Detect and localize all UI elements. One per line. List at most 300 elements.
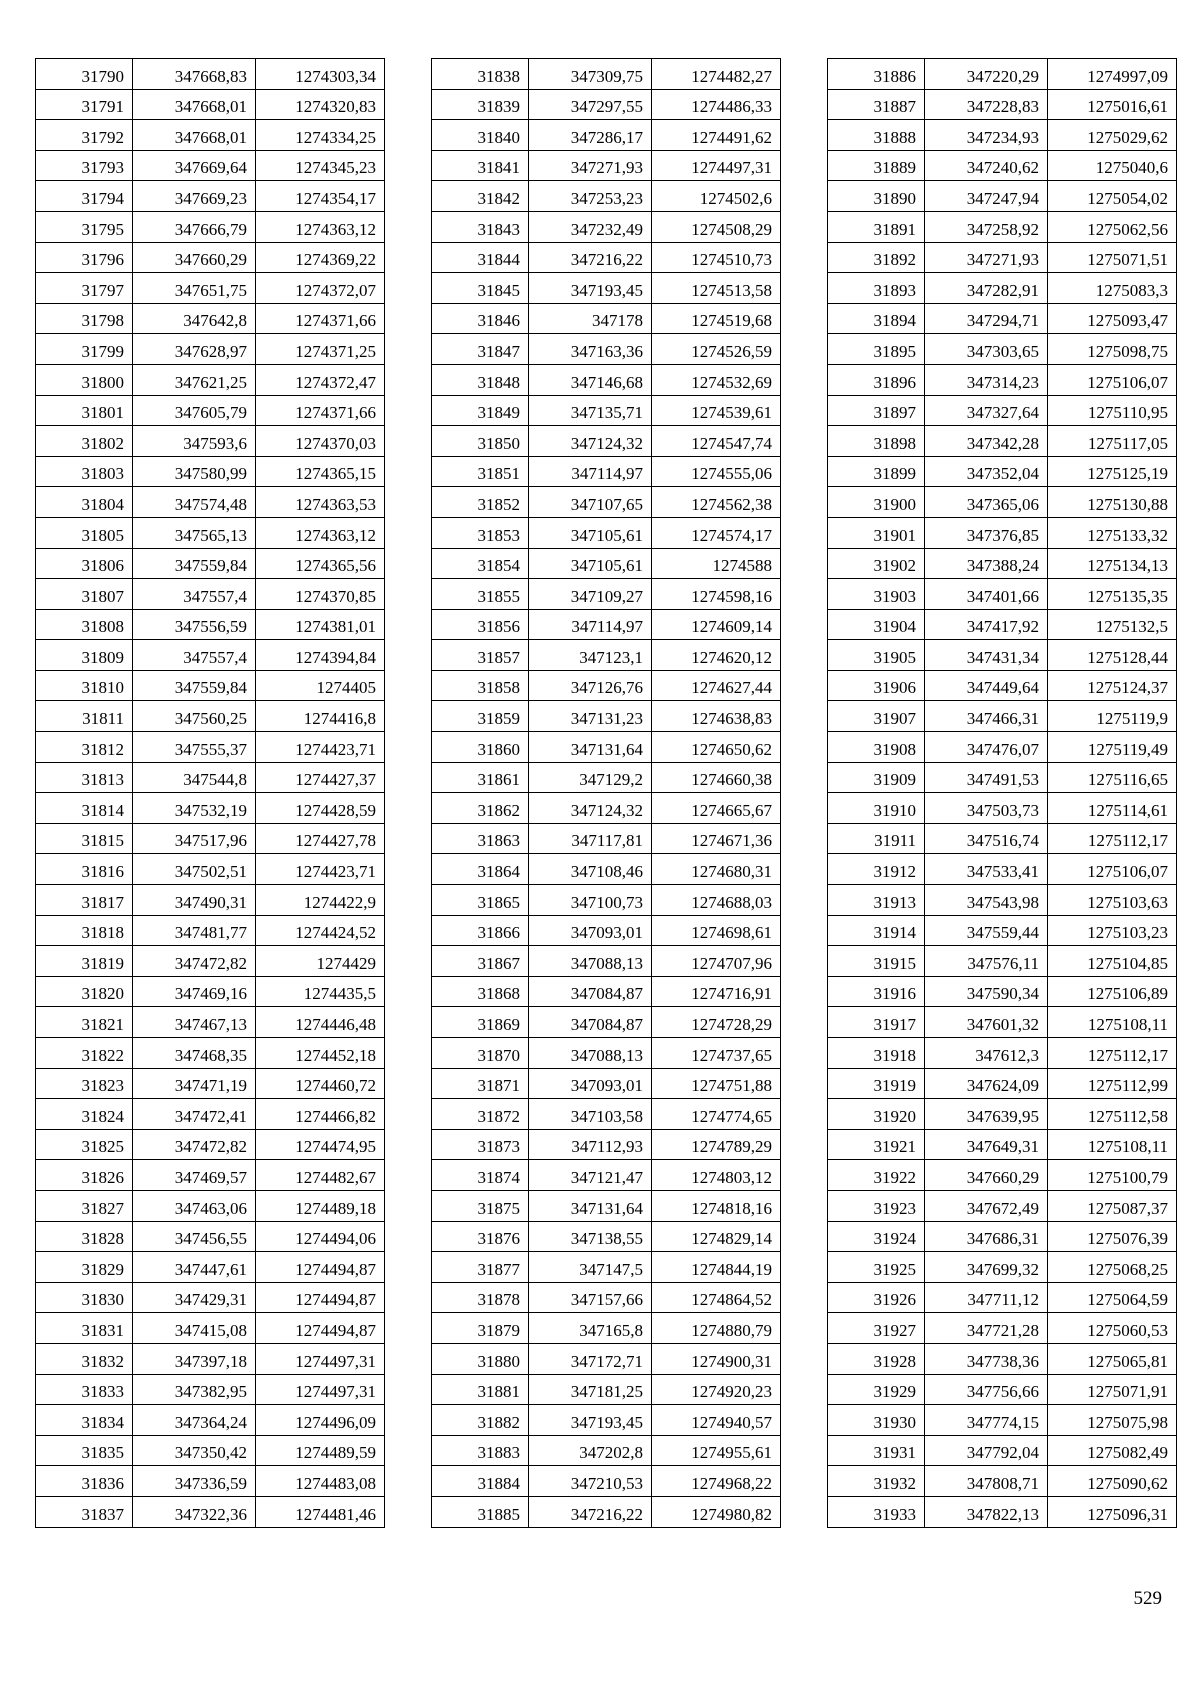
point-number-cell: 31839 bbox=[432, 89, 529, 120]
y-coordinate-cell: 1275098,75 bbox=[1048, 334, 1177, 365]
y-coordinate-cell: 1275112,17 bbox=[1048, 1038, 1177, 1069]
x-coordinate-cell: 347234,93 bbox=[925, 120, 1048, 151]
x-coordinate-cell: 347397,18 bbox=[133, 1343, 256, 1374]
table-row bbox=[432, 242, 781, 273]
table-row bbox=[36, 1160, 385, 1191]
x-coordinate-cell: 347756,66 bbox=[925, 1374, 1048, 1405]
coordinate-table-2 bbox=[431, 58, 781, 1528]
point-number-cell: 31808 bbox=[36, 609, 133, 640]
x-coordinate-cell: 347491,53 bbox=[925, 762, 1048, 793]
point-number-cell: 31891 bbox=[828, 211, 925, 242]
table-row bbox=[828, 1221, 1177, 1252]
point-number-cell: 31928 bbox=[828, 1343, 925, 1374]
x-coordinate-cell: 347131,64 bbox=[529, 732, 652, 763]
y-coordinate-cell: 1274363,12 bbox=[256, 211, 385, 242]
y-coordinate-cell: 1274968,22 bbox=[652, 1466, 781, 1497]
x-coordinate-cell: 347388,24 bbox=[925, 548, 1048, 579]
point-number-cell: 31925 bbox=[828, 1252, 925, 1283]
y-coordinate-cell: 1274416,8 bbox=[256, 701, 385, 732]
x-coordinate-cell: 347711,12 bbox=[925, 1282, 1048, 1313]
x-coordinate-cell: 347481,77 bbox=[133, 915, 256, 946]
y-coordinate-cell: 1275112,58 bbox=[1048, 1099, 1177, 1130]
table-row bbox=[36, 120, 385, 151]
point-number-cell: 31904 bbox=[828, 609, 925, 640]
point-number-cell: 31895 bbox=[828, 334, 925, 365]
y-coordinate-cell: 1274900,31 bbox=[652, 1343, 781, 1374]
table-row bbox=[828, 456, 1177, 487]
y-coordinate-cell: 1274483,08 bbox=[256, 1466, 385, 1497]
table-row bbox=[36, 1466, 385, 1497]
y-coordinate-cell: 1275108,11 bbox=[1048, 1007, 1177, 1038]
point-number-cell: 31818 bbox=[36, 915, 133, 946]
point-number-cell: 31855 bbox=[432, 579, 529, 610]
table-row bbox=[36, 885, 385, 916]
table-row bbox=[828, 946, 1177, 977]
table-row bbox=[432, 426, 781, 457]
table-row bbox=[828, 303, 1177, 334]
point-number-cell: 31907 bbox=[828, 701, 925, 732]
table-row bbox=[432, 1282, 781, 1313]
table-row bbox=[828, 1405, 1177, 1436]
point-number-cell: 31921 bbox=[828, 1129, 925, 1160]
x-coordinate-cell: 347467,13 bbox=[133, 1007, 256, 1038]
y-coordinate-cell: 1274494,06 bbox=[256, 1221, 385, 1252]
point-number-cell: 31870 bbox=[432, 1038, 529, 1069]
x-coordinate-cell: 347147,5 bbox=[529, 1252, 652, 1283]
table-row bbox=[828, 211, 1177, 242]
table-row bbox=[828, 426, 1177, 457]
y-coordinate-cell: 1274627,44 bbox=[652, 670, 781, 701]
point-number-cell: 31849 bbox=[432, 395, 529, 426]
x-coordinate-cell: 347574,48 bbox=[133, 487, 256, 518]
table-row bbox=[828, 976, 1177, 1007]
table-row bbox=[432, 793, 781, 824]
y-coordinate-cell: 1274502,6 bbox=[652, 181, 781, 212]
point-number-cell: 31875 bbox=[432, 1190, 529, 1221]
point-number-cell: 31886 bbox=[828, 59, 925, 90]
point-number-cell: 31827 bbox=[36, 1190, 133, 1221]
table-row bbox=[36, 59, 385, 90]
point-number-cell: 31894 bbox=[828, 303, 925, 334]
y-coordinate-cell: 1274423,71 bbox=[256, 732, 385, 763]
point-number-cell: 31833 bbox=[36, 1374, 133, 1405]
x-coordinate-cell: 347138,55 bbox=[529, 1221, 652, 1252]
x-coordinate-cell: 347364,24 bbox=[133, 1405, 256, 1436]
x-coordinate-cell: 347543,98 bbox=[925, 885, 1048, 916]
table-row bbox=[828, 1068, 1177, 1099]
y-coordinate-cell: 1275106,07 bbox=[1048, 854, 1177, 885]
x-coordinate-cell: 347628,97 bbox=[133, 334, 256, 365]
y-coordinate-cell: 1275114,61 bbox=[1048, 793, 1177, 824]
y-coordinate-cell: 1274737,65 bbox=[652, 1038, 781, 1069]
x-coordinate-cell: 347686,31 bbox=[925, 1221, 1048, 1252]
y-coordinate-cell: 1274774,65 bbox=[652, 1099, 781, 1130]
x-coordinate-cell: 347699,32 bbox=[925, 1252, 1048, 1283]
coordinate-table-3-body bbox=[828, 59, 1177, 1528]
y-coordinate-cell: 1274474,95 bbox=[256, 1129, 385, 1160]
y-coordinate-cell: 1274665,67 bbox=[652, 793, 781, 824]
point-number-cell: 31805 bbox=[36, 517, 133, 548]
y-coordinate-cell: 1274555,06 bbox=[652, 456, 781, 487]
table-row bbox=[36, 1099, 385, 1130]
x-coordinate-cell: 347576,11 bbox=[925, 946, 1048, 977]
y-coordinate-cell: 1274728,29 bbox=[652, 1007, 781, 1038]
point-number-cell: 31913 bbox=[828, 885, 925, 916]
y-coordinate-cell: 1274803,12 bbox=[652, 1160, 781, 1191]
y-coordinate-cell: 1274365,15 bbox=[256, 456, 385, 487]
x-coordinate-cell: 347327,64 bbox=[925, 395, 1048, 426]
x-coordinate-cell: 347555,37 bbox=[133, 732, 256, 763]
y-coordinate-cell: 1274818,16 bbox=[652, 1190, 781, 1221]
coordinate-table-2-body bbox=[432, 59, 781, 1528]
point-number-cell: 31801 bbox=[36, 395, 133, 426]
x-coordinate-cell: 347165,8 bbox=[529, 1313, 652, 1344]
y-coordinate-cell: 1274429 bbox=[256, 946, 385, 977]
x-coordinate-cell: 347447,61 bbox=[133, 1252, 256, 1283]
point-number-cell: 31909 bbox=[828, 762, 925, 793]
y-coordinate-cell: 1275128,44 bbox=[1048, 640, 1177, 671]
x-coordinate-cell: 347146,68 bbox=[529, 364, 652, 395]
table-row bbox=[828, 640, 1177, 671]
table-row bbox=[828, 181, 1177, 212]
point-number-cell: 31874 bbox=[432, 1160, 529, 1191]
y-coordinate-cell: 1274405 bbox=[256, 670, 385, 701]
y-coordinate-cell: 1275087,37 bbox=[1048, 1190, 1177, 1221]
table-row bbox=[36, 1313, 385, 1344]
table-row bbox=[432, 1374, 781, 1405]
y-coordinate-cell: 1274997,09 bbox=[1048, 59, 1177, 90]
table-row bbox=[36, 854, 385, 885]
y-coordinate-cell: 1275083,3 bbox=[1048, 273, 1177, 304]
point-number-cell: 31866 bbox=[432, 915, 529, 946]
point-number-cell: 31811 bbox=[36, 701, 133, 732]
y-coordinate-cell: 1274371,66 bbox=[256, 395, 385, 426]
point-number-cell: 31814 bbox=[36, 793, 133, 824]
table-row bbox=[36, 670, 385, 701]
x-coordinate-cell: 347297,55 bbox=[529, 89, 652, 120]
x-coordinate-cell: 347216,22 bbox=[529, 1496, 652, 1527]
table-row bbox=[828, 1099, 1177, 1130]
y-coordinate-cell: 1274370,03 bbox=[256, 426, 385, 457]
y-coordinate-cell: 1274707,96 bbox=[652, 946, 781, 977]
table-row bbox=[828, 915, 1177, 946]
table-row bbox=[432, 1129, 781, 1160]
x-coordinate-cell: 347669,23 bbox=[133, 181, 256, 212]
table-row bbox=[36, 548, 385, 579]
y-coordinate-cell: 1274598,16 bbox=[652, 579, 781, 610]
y-coordinate-cell: 1274494,87 bbox=[256, 1252, 385, 1283]
point-number-cell: 31819 bbox=[36, 946, 133, 977]
x-coordinate-cell: 347449,64 bbox=[925, 670, 1048, 701]
x-coordinate-cell: 347559,84 bbox=[133, 548, 256, 579]
point-number-cell: 31923 bbox=[828, 1190, 925, 1221]
point-number-cell: 31864 bbox=[432, 854, 529, 885]
y-coordinate-cell: 1274494,87 bbox=[256, 1282, 385, 1313]
y-coordinate-cell: 1274716,91 bbox=[652, 976, 781, 1007]
point-number-cell: 31794 bbox=[36, 181, 133, 212]
table-row bbox=[36, 1129, 385, 1160]
table-row bbox=[828, 273, 1177, 304]
y-coordinate-cell: 1275119,49 bbox=[1048, 732, 1177, 763]
x-coordinate-cell: 347502,51 bbox=[133, 854, 256, 885]
table-row bbox=[432, 1221, 781, 1252]
table-row bbox=[36, 762, 385, 793]
y-coordinate-cell: 1275029,62 bbox=[1048, 120, 1177, 151]
point-number-cell: 31881 bbox=[432, 1374, 529, 1405]
point-number-cell: 31802 bbox=[36, 426, 133, 457]
y-coordinate-cell: 1275119,9 bbox=[1048, 701, 1177, 732]
table-row bbox=[828, 89, 1177, 120]
y-coordinate-cell: 1274688,03 bbox=[652, 885, 781, 916]
point-number-cell: 31857 bbox=[432, 640, 529, 671]
y-coordinate-cell: 1274660,38 bbox=[652, 762, 781, 793]
y-coordinate-cell: 1274829,14 bbox=[652, 1221, 781, 1252]
table-row bbox=[828, 59, 1177, 90]
table-row bbox=[828, 150, 1177, 181]
y-coordinate-cell: 1274482,67 bbox=[256, 1160, 385, 1191]
table-row bbox=[432, 89, 781, 120]
table-row bbox=[432, 609, 781, 640]
point-number-cell: 31806 bbox=[36, 548, 133, 579]
x-coordinate-cell: 347216,22 bbox=[529, 242, 652, 273]
x-coordinate-cell: 347642,8 bbox=[133, 303, 256, 334]
table-row bbox=[432, 579, 781, 610]
y-coordinate-cell: 1275124,37 bbox=[1048, 670, 1177, 701]
table-row bbox=[36, 273, 385, 304]
point-number-cell: 31927 bbox=[828, 1313, 925, 1344]
point-number-cell: 31796 bbox=[36, 242, 133, 273]
x-coordinate-cell: 347557,4 bbox=[133, 579, 256, 610]
table-row bbox=[36, 1374, 385, 1405]
point-number-cell: 31908 bbox=[828, 732, 925, 763]
x-coordinate-cell: 347247,94 bbox=[925, 181, 1048, 212]
point-number-cell: 31932 bbox=[828, 1466, 925, 1497]
point-number-cell: 31853 bbox=[432, 517, 529, 548]
y-coordinate-cell: 1274980,82 bbox=[652, 1496, 781, 1527]
x-coordinate-cell: 347612,3 bbox=[925, 1038, 1048, 1069]
x-coordinate-cell: 347560,25 bbox=[133, 701, 256, 732]
y-coordinate-cell: 1274489,59 bbox=[256, 1435, 385, 1466]
x-coordinate-cell: 347342,28 bbox=[925, 426, 1048, 457]
x-coordinate-cell: 347476,07 bbox=[925, 732, 1048, 763]
point-number-cell: 31902 bbox=[828, 548, 925, 579]
y-coordinate-cell: 1275130,88 bbox=[1048, 487, 1177, 518]
point-number-cell: 31858 bbox=[432, 670, 529, 701]
table-row bbox=[432, 946, 781, 977]
y-coordinate-cell: 1274372,07 bbox=[256, 273, 385, 304]
table-row bbox=[36, 1068, 385, 1099]
x-coordinate-cell: 347084,87 bbox=[529, 976, 652, 1007]
table-row bbox=[432, 364, 781, 395]
y-coordinate-cell: 1274482,27 bbox=[652, 59, 781, 90]
x-coordinate-cell: 347350,42 bbox=[133, 1435, 256, 1466]
table-row bbox=[432, 1313, 781, 1344]
point-number-cell: 31885 bbox=[432, 1496, 529, 1527]
table-row bbox=[36, 487, 385, 518]
table-row bbox=[36, 1282, 385, 1313]
y-coordinate-cell: 1274940,57 bbox=[652, 1405, 781, 1436]
y-coordinate-cell: 1275108,11 bbox=[1048, 1129, 1177, 1160]
x-coordinate-cell: 347202,8 bbox=[529, 1435, 652, 1466]
point-number-cell: 31817 bbox=[36, 885, 133, 916]
table-row bbox=[828, 487, 1177, 518]
table-row bbox=[828, 1252, 1177, 1283]
table-row bbox=[828, 1190, 1177, 1221]
x-coordinate-cell: 347088,13 bbox=[529, 1038, 652, 1069]
point-number-cell: 31823 bbox=[36, 1068, 133, 1099]
y-coordinate-cell: 1275040,6 bbox=[1048, 150, 1177, 181]
y-coordinate-cell: 1275093,47 bbox=[1048, 303, 1177, 334]
x-coordinate-cell: 347232,49 bbox=[529, 211, 652, 242]
y-coordinate-cell: 1275075,98 bbox=[1048, 1405, 1177, 1436]
table-row bbox=[36, 793, 385, 824]
table-row bbox=[36, 1405, 385, 1436]
table-row bbox=[432, 1496, 781, 1527]
point-number-cell: 31856 bbox=[432, 609, 529, 640]
table-row bbox=[36, 1343, 385, 1374]
table-row bbox=[828, 1007, 1177, 1038]
x-coordinate-cell: 347365,06 bbox=[925, 487, 1048, 518]
point-number-cell: 31836 bbox=[36, 1466, 133, 1497]
y-coordinate-cell: 1275062,56 bbox=[1048, 211, 1177, 242]
y-coordinate-cell: 1274494,87 bbox=[256, 1313, 385, 1344]
x-coordinate-cell: 347417,92 bbox=[925, 609, 1048, 640]
y-coordinate-cell: 1275135,35 bbox=[1048, 579, 1177, 610]
table-row bbox=[36, 364, 385, 395]
x-coordinate-cell: 347129,2 bbox=[529, 762, 652, 793]
x-coordinate-cell: 347253,23 bbox=[529, 181, 652, 212]
x-coordinate-cell: 347220,29 bbox=[925, 59, 1048, 90]
point-number-cell: 31880 bbox=[432, 1343, 529, 1374]
table-row bbox=[828, 1435, 1177, 1466]
x-coordinate-cell: 347590,34 bbox=[925, 976, 1048, 1007]
y-coordinate-cell: 1274638,83 bbox=[652, 701, 781, 732]
point-number-cell: 31815 bbox=[36, 823, 133, 854]
x-coordinate-cell: 347668,01 bbox=[133, 120, 256, 151]
table-row bbox=[36, 701, 385, 732]
point-number-cell: 31869 bbox=[432, 1007, 529, 1038]
y-coordinate-cell: 1274539,61 bbox=[652, 395, 781, 426]
y-coordinate-cell: 1275060,53 bbox=[1048, 1313, 1177, 1344]
table-row bbox=[36, 517, 385, 548]
x-coordinate-cell: 347314,23 bbox=[925, 364, 1048, 395]
x-coordinate-cell: 347469,57 bbox=[133, 1160, 256, 1191]
x-coordinate-cell: 347503,73 bbox=[925, 793, 1048, 824]
table-row bbox=[36, 732, 385, 763]
x-coordinate-cell: 347532,19 bbox=[133, 793, 256, 824]
point-number-cell: 31918 bbox=[828, 1038, 925, 1069]
table-row bbox=[432, 1007, 781, 1038]
point-number-cell: 31930 bbox=[828, 1405, 925, 1436]
x-coordinate-cell: 347580,99 bbox=[133, 456, 256, 487]
y-coordinate-cell: 1274428,59 bbox=[256, 793, 385, 824]
table-row bbox=[432, 1190, 781, 1221]
point-number-cell: 31887 bbox=[828, 89, 925, 120]
point-number-cell: 31906 bbox=[828, 670, 925, 701]
table-row bbox=[36, 609, 385, 640]
table-row bbox=[432, 1068, 781, 1099]
table-row bbox=[432, 732, 781, 763]
y-coordinate-cell: 1274547,74 bbox=[652, 426, 781, 457]
y-coordinate-cell: 1275112,17 bbox=[1048, 823, 1177, 854]
x-coordinate-cell: 347114,97 bbox=[529, 456, 652, 487]
x-coordinate-cell: 347093,01 bbox=[529, 915, 652, 946]
point-number-cell: 31831 bbox=[36, 1313, 133, 1344]
point-number-cell: 31898 bbox=[828, 426, 925, 457]
point-number-cell: 31843 bbox=[432, 211, 529, 242]
point-number-cell: 31790 bbox=[36, 59, 133, 90]
point-number-cell: 31804 bbox=[36, 487, 133, 518]
table-row bbox=[36, 89, 385, 120]
point-number-cell: 31799 bbox=[36, 334, 133, 365]
point-number-cell: 31800 bbox=[36, 364, 133, 395]
table-row bbox=[36, 1007, 385, 1038]
y-coordinate-cell: 1275103,23 bbox=[1048, 915, 1177, 946]
x-coordinate-cell: 347240,62 bbox=[925, 150, 1048, 181]
y-coordinate-cell: 1274422,9 bbox=[256, 885, 385, 916]
y-coordinate-cell: 1275071,51 bbox=[1048, 242, 1177, 273]
table-row bbox=[828, 579, 1177, 610]
x-coordinate-cell: 347210,53 bbox=[529, 1466, 652, 1497]
x-coordinate-cell: 347544,8 bbox=[133, 762, 256, 793]
y-coordinate-cell: 1274446,48 bbox=[256, 1007, 385, 1038]
point-number-cell: 31867 bbox=[432, 946, 529, 977]
x-coordinate-cell: 347109,27 bbox=[529, 579, 652, 610]
y-coordinate-cell: 1274365,56 bbox=[256, 548, 385, 579]
table-row bbox=[432, 1038, 781, 1069]
x-coordinate-cell: 347084,87 bbox=[529, 1007, 652, 1038]
y-coordinate-cell: 1274466,82 bbox=[256, 1099, 385, 1130]
x-coordinate-cell: 347112,93 bbox=[529, 1129, 652, 1160]
table-row bbox=[828, 1374, 1177, 1405]
x-coordinate-cell: 347163,36 bbox=[529, 334, 652, 365]
point-number-cell: 31865 bbox=[432, 885, 529, 916]
table-row bbox=[828, 1129, 1177, 1160]
table-row bbox=[36, 1221, 385, 1252]
x-coordinate-cell: 347774,15 bbox=[925, 1405, 1048, 1436]
x-coordinate-cell: 347117,81 bbox=[529, 823, 652, 854]
x-coordinate-cell: 347121,47 bbox=[529, 1160, 652, 1191]
x-coordinate-cell: 347672,49 bbox=[925, 1190, 1048, 1221]
point-number-cell: 31917 bbox=[828, 1007, 925, 1038]
table-row bbox=[432, 548, 781, 579]
table-row bbox=[828, 1038, 1177, 1069]
table-row bbox=[432, 823, 781, 854]
y-coordinate-cell: 1274864,52 bbox=[652, 1282, 781, 1313]
table-row bbox=[36, 242, 385, 273]
table-row bbox=[432, 273, 781, 304]
y-coordinate-cell: 1275090,62 bbox=[1048, 1466, 1177, 1497]
point-number-cell: 31933 bbox=[828, 1496, 925, 1527]
point-number-cell: 31889 bbox=[828, 150, 925, 181]
point-number-cell: 31892 bbox=[828, 242, 925, 273]
point-number-cell: 31888 bbox=[828, 120, 925, 151]
x-coordinate-cell: 347605,79 bbox=[133, 395, 256, 426]
y-coordinate-cell: 1275106,07 bbox=[1048, 364, 1177, 395]
table-row bbox=[432, 762, 781, 793]
y-coordinate-cell: 1274381,01 bbox=[256, 609, 385, 640]
x-coordinate-cell: 347668,01 bbox=[133, 89, 256, 120]
point-number-cell: 31835 bbox=[36, 1435, 133, 1466]
y-coordinate-cell: 1274481,46 bbox=[256, 1496, 385, 1527]
point-number-cell: 31797 bbox=[36, 273, 133, 304]
table-row bbox=[432, 1435, 781, 1466]
table-row bbox=[828, 762, 1177, 793]
table-row bbox=[36, 1496, 385, 1527]
point-number-cell: 31860 bbox=[432, 732, 529, 763]
x-coordinate-cell: 347533,41 bbox=[925, 854, 1048, 885]
x-coordinate-cell: 347666,79 bbox=[133, 211, 256, 242]
